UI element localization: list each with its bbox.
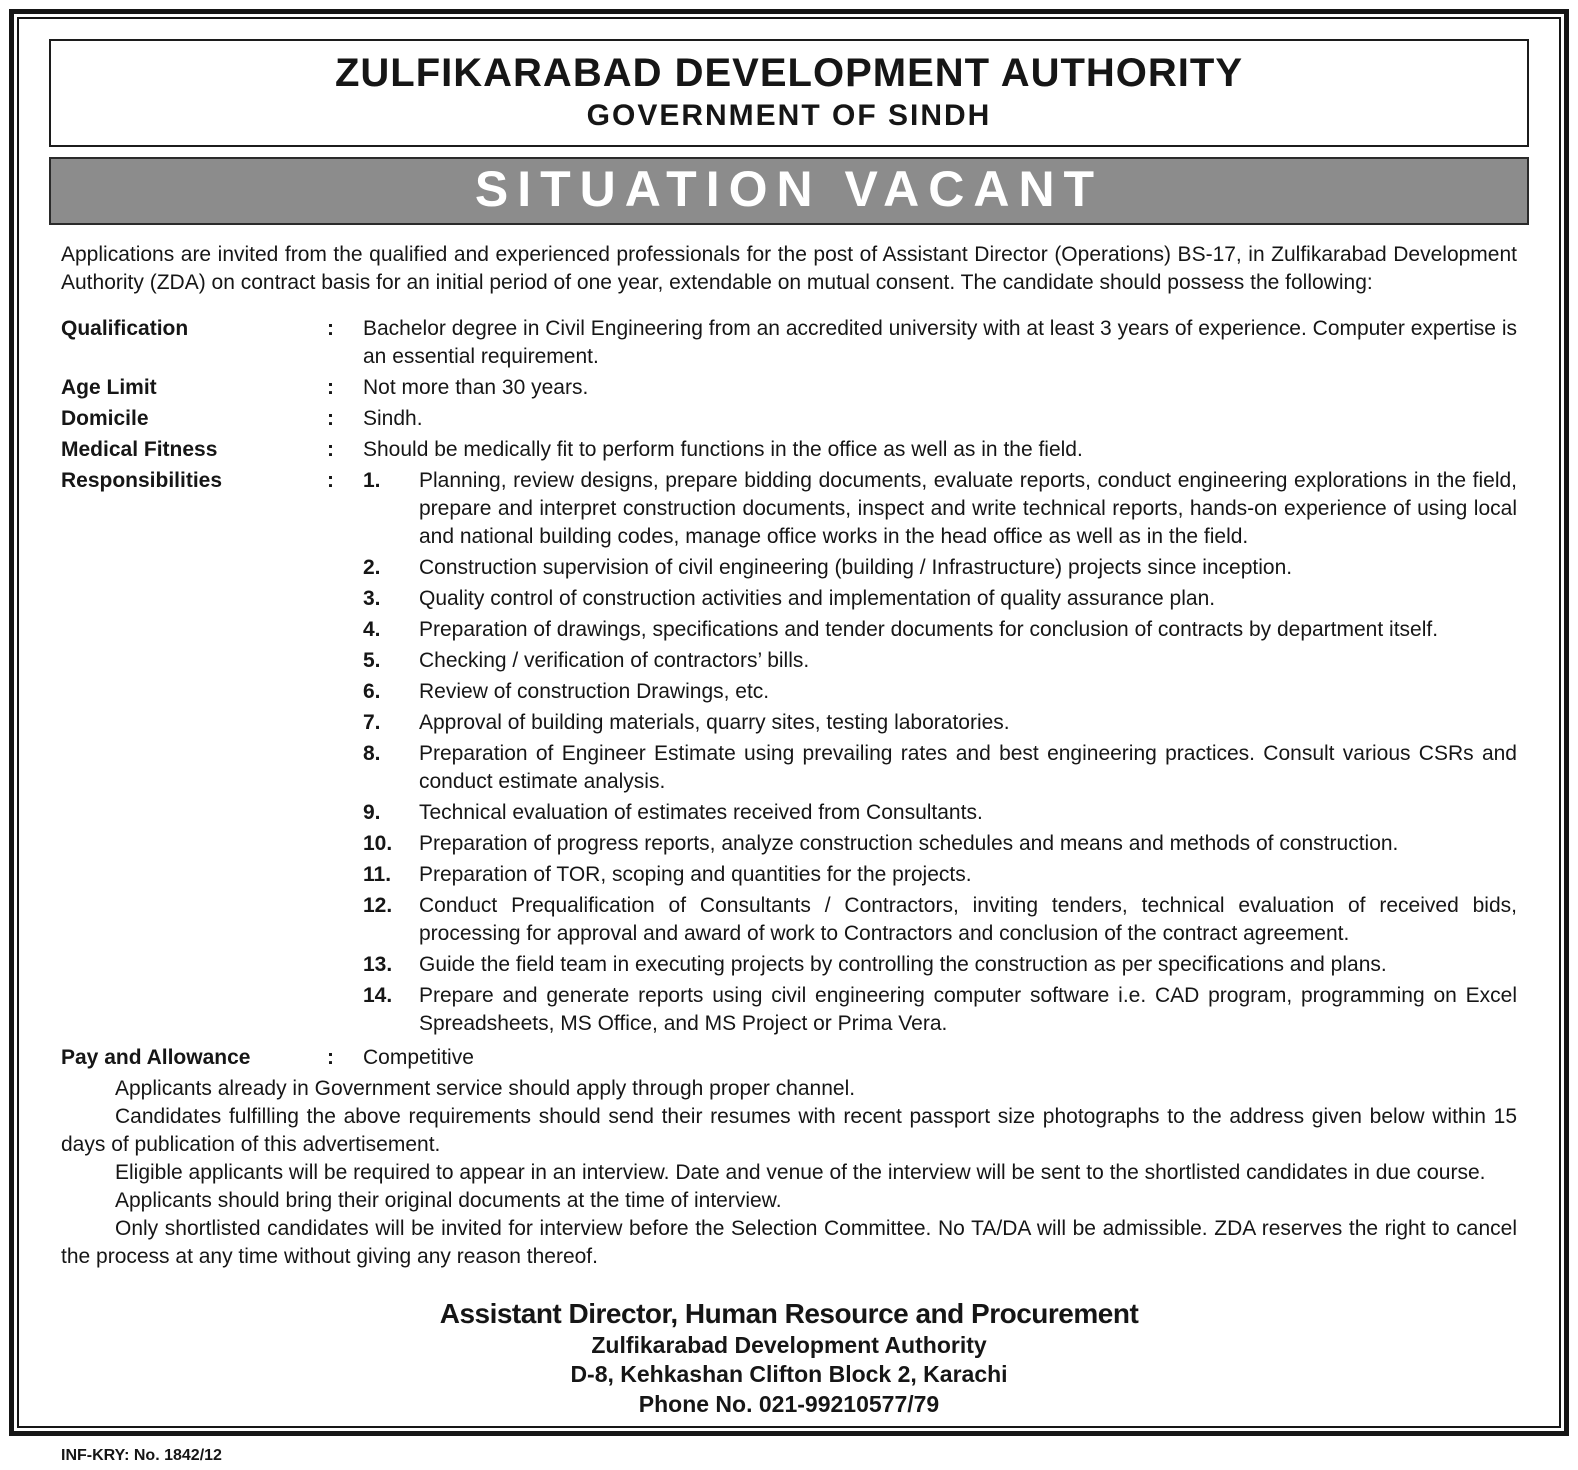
header-box <box>49 39 1529 147</box>
signatory-organization: Zulfikarabad Development Authority <box>591 1331 987 1358</box>
list-item <box>363 830 1517 858</box>
item-number: 9. <box>363 801 381 824</box>
item-number: 2. <box>363 556 381 579</box>
item-text: Conduct Prequalification of Consultants / Contractors, inviting tenders, technical evaluation of received bids, processing for approval and award of work to Contractors and conclusion of the contract agreement. <box>419 894 1517 945</box>
list-item <box>363 647 1517 675</box>
intro-paragraph: Applications are invited from the qualified and experienced professionals for the post of Assistant Director (Operations) BS-17, in Zulfikarabad Development Authority (ZDA) on contract basis for an initial period of one year, extendable on mutual consent. The candidate should possess the following: <box>61 243 1517 294</box>
item-text: Checking / verification of contractors’ bills. <box>419 649 810 672</box>
field-label: Medical Fitness <box>61 438 218 461</box>
field-colon: : <box>327 1046 334 1069</box>
item-number: 12. <box>363 894 393 917</box>
organization-subtitle: GOVERNMENT OF SINDH <box>586 99 992 132</box>
item-number: 6. <box>363 680 381 703</box>
list-item <box>363 467 1517 551</box>
field-value: Not more than 30 years. <box>363 376 589 399</box>
list-item <box>363 585 1517 613</box>
item-text: Technical evaluation of estimates received from Consultants. <box>419 801 983 824</box>
field-qualification <box>61 315 1517 371</box>
field-colon: : <box>327 317 334 340</box>
item-text: Approval of building materials, quarry sites, testing laboratories. <box>419 711 1010 734</box>
field-colon: : <box>327 469 334 492</box>
signatory-address: D-8, Kehkashan Clifton Block 2, Karachi <box>570 1361 1008 1388</box>
instruction-paragraph: Only shortlisted candidates will be invited for interview before the Selection Committee. No TA/DA will be admissible. ZDA reserves the right to cancel the process at any time without giving any reason thereof. <box>61 1217 1517 1268</box>
item-number: 14. <box>363 984 393 1007</box>
list-item <box>363 678 1517 706</box>
item-number: 8. <box>363 742 381 765</box>
field-label: Pay and Allowance <box>61 1046 251 1069</box>
list-item <box>363 982 1517 1038</box>
list-item <box>363 616 1517 644</box>
instruction-paragraph: Candidates fulfilling the above requirements should send their resumes with recent passport size photographs to the address given below within 15 days of publication of this advertisement. <box>61 1105 1517 1156</box>
situation-vacant-banner: SITUATION VACANT <box>49 157 1529 225</box>
list-item <box>363 861 1517 889</box>
list-item <box>363 799 1517 827</box>
field-label: Qualification <box>61 317 189 340</box>
responsibilities-list <box>363 467 1517 1041</box>
field-colon: : <box>327 438 334 461</box>
field-label: Age Limit <box>61 376 157 399</box>
item-number: 3. <box>363 587 381 610</box>
item-text: Preparation of drawings, specifications and tender documents for conclusion of contracts by department itself. <box>419 618 1439 641</box>
item-text: Quality control of construction activities and implementation of quality assurance plan. <box>419 587 1216 610</box>
item-number: 7. <box>363 711 381 734</box>
item-text: Prepare and generate reports using civil engineering computer software i.e. CAD program, programming on Excel Spreadsheets, MS Office, and MS Project or Prima Vera. <box>419 984 1517 1035</box>
item-text: Guide the field team in executing projects by controlling the construction as per specifications and plans. <box>419 953 1387 976</box>
field-value: Sindh. <box>363 407 423 430</box>
instruction-paragraph: Eligible applicants will be required to appear in an interview. Date and venue of the interview will be sent to the shortlisted candidates in due course. <box>115 1161 1486 1184</box>
item-text: Preparation of TOR, scoping and quantities for the projects. <box>419 863 972 886</box>
item-number: 5. <box>363 649 381 672</box>
item-number: 4. <box>363 618 381 641</box>
advertisement-reference-number: INF-KRY: No. 1842/12 <box>61 1447 222 1465</box>
item-text: Review of construction Drawings, etc. <box>419 680 770 703</box>
list-item <box>363 951 1517 979</box>
instruction-paragraph: Applicants should bring their original documents at the time of interview. <box>115 1189 782 1212</box>
list-item <box>363 554 1517 582</box>
list-item <box>363 740 1517 796</box>
item-number: 13. <box>363 953 393 976</box>
outer-border-frame <box>9 9 1569 1465</box>
item-text: Construction supervision of civil engineering (building / Infrastructure) projects since inception. <box>419 556 1293 579</box>
field-colon: : <box>327 407 334 430</box>
field-value: Bachelor degree in Civil Engineering from an accredited university with at least 3 years of experience. Computer expertise is an essential requirement. <box>363 317 1517 368</box>
body-content <box>47 241 1531 1470</box>
item-text: Preparation of progress reports, analyze construction schedules and means and methods of construction. <box>419 832 1399 855</box>
field-medical-fitness <box>61 436 1517 464</box>
instruction-paragraph: Applicants already in Government service should apply through proper channel. <box>115 1077 856 1100</box>
field-responsibilities <box>61 467 1517 1041</box>
list-item <box>363 892 1517 948</box>
field-value: Competitive <box>363 1046 474 1069</box>
field-value: Should be medically fit to perform functions in the office as well as in the field. <box>363 438 1083 461</box>
inner-border-frame <box>17 17 1561 1465</box>
item-number: 1. <box>363 469 381 492</box>
item-text: Preparation of Engineer Estimate using prevailing rates and best engineering practices. Consult various CSRs and conduct estimate analysis. <box>419 742 1517 793</box>
organization-title: ZULFIKARABAD DEVELOPMENT AUTHORITY <box>334 51 1244 95</box>
field-domicile <box>61 405 1517 433</box>
item-number: 11. <box>363 863 392 886</box>
field-pay-and-allowance <box>61 1044 1517 1072</box>
field-colon: : <box>327 376 334 399</box>
field-label: Responsibilities <box>61 469 223 492</box>
list-item <box>363 709 1517 737</box>
signature-block <box>61 1297 1517 1420</box>
signatory-title: Assistant Director, Human Resource and Procurement <box>439 1298 1139 1329</box>
field-label: Domicile <box>61 407 149 430</box>
item-text: Planning, review designs, prepare bidding documents, evaluate reports, conduct engineering explorations in the field, prepare and interpret construction documents, inspect and write technical reports, hands-on experience of using local and national building codes, manage office works in the head office as well as in the field. <box>419 469 1517 548</box>
field-age-limit <box>61 374 1517 402</box>
item-number: 10. <box>363 832 393 855</box>
signatory-phone: Phone No. 021-99210577/79 <box>638 1391 940 1418</box>
